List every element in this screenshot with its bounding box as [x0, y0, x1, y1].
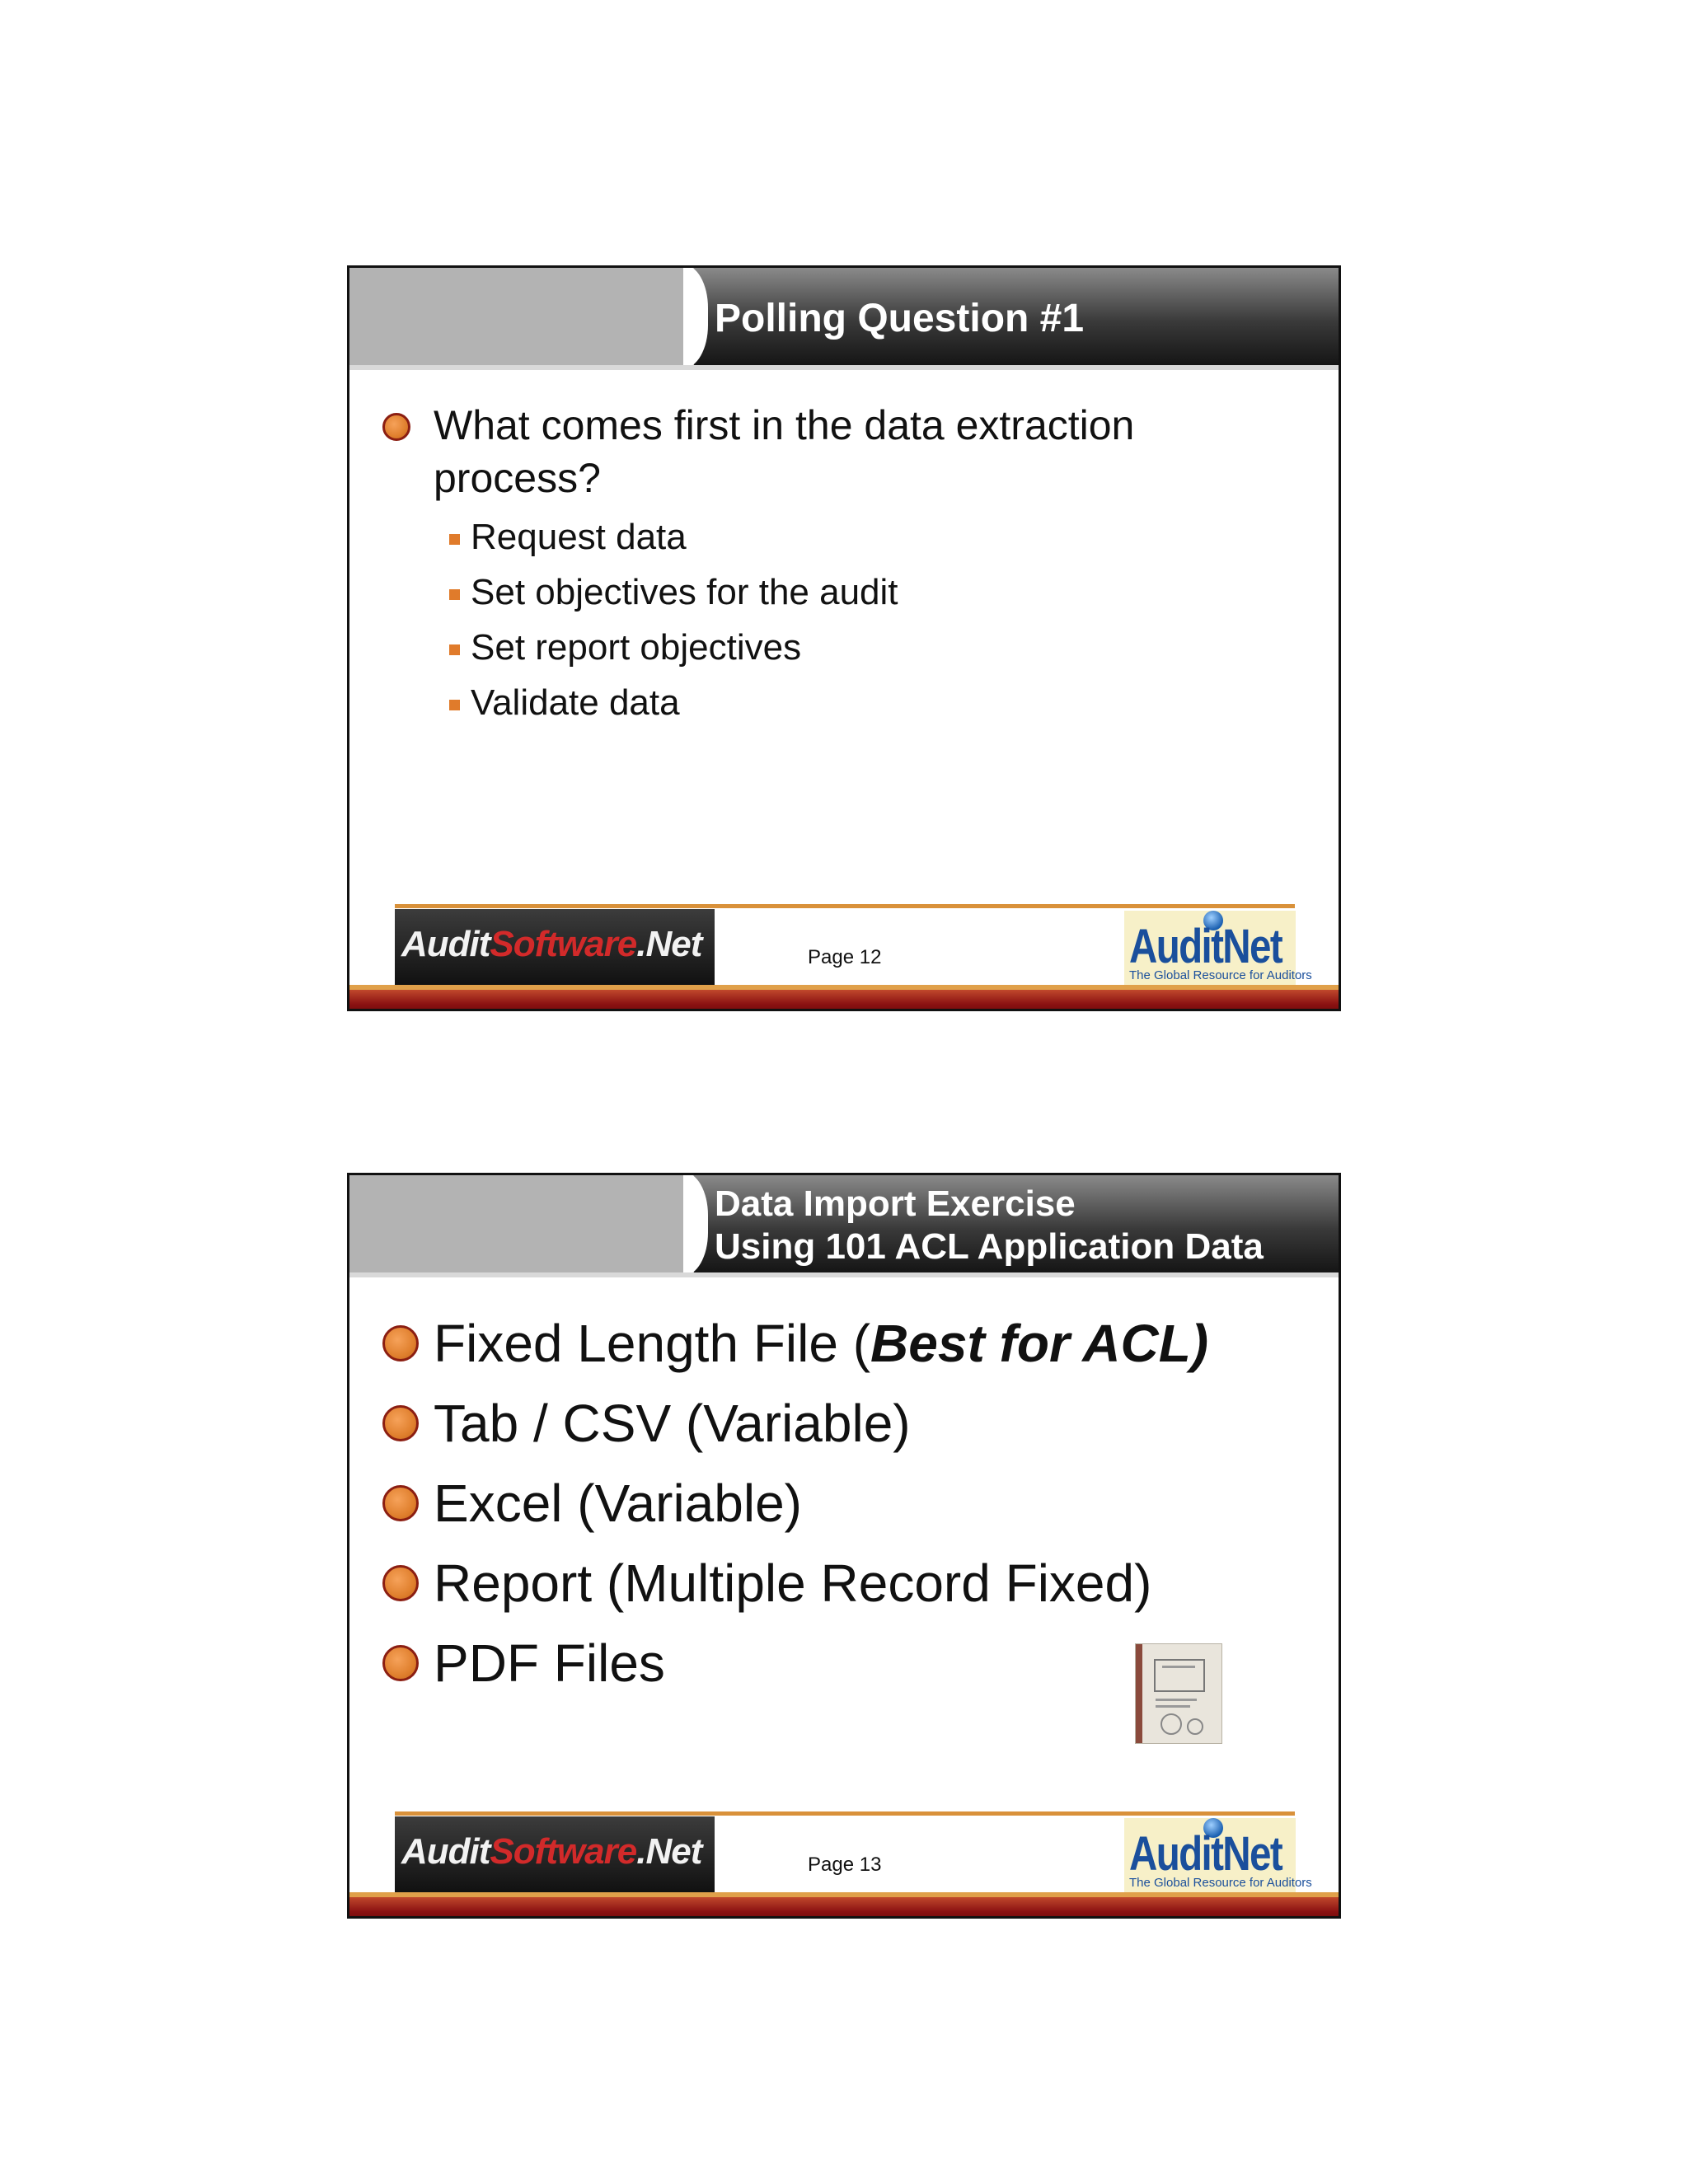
slide-title: Polling Question #1: [715, 297, 1085, 340]
bullet-icon: [382, 1485, 419, 1521]
option-request-data: Request data: [471, 517, 687, 557]
book-cover-image: [1135, 1643, 1222, 1744]
square-bullet-icon: [449, 589, 460, 600]
footer-rule: [395, 1811, 1295, 1816]
slide-title-line-1: Data Import Exercise: [715, 1183, 1076, 1224]
bullet-icon: [382, 413, 410, 441]
footer-bar: [349, 1897, 1341, 1919]
slide-page-13: [347, 1173, 1341, 1919]
format-excel: Excel (Variable): [434, 1474, 802, 1533]
auditnet-logo: AuditNet The Global Resource for Auditors: [1124, 1818, 1296, 1892]
auditsoftware-logo: AuditSoftware.Net: [395, 1816, 715, 1892]
slide-title-line-2: Using 101 ACL Application Data: [715, 1226, 1264, 1267]
question-line-1: What comes first in the data extraction: [434, 402, 1135, 448]
option-validate-data: Validate data: [471, 682, 680, 723]
square-bullet-icon: [449, 700, 460, 710]
format-report: Report (Multiple Record Fixed): [434, 1554, 1152, 1613]
footer-rule: [395, 904, 1295, 908]
option-report-objectives: Set report objectives: [471, 627, 802, 668]
bullet-icon: [382, 1645, 419, 1681]
header-underline: [349, 1272, 1341, 1277]
slide-page-12: [347, 265, 1341, 1011]
option-set-objectives: Set objectives for the audit: [471, 572, 898, 612]
page-number: Page 12: [808, 946, 882, 968]
format-pdf: PDF Files: [434, 1633, 665, 1693]
bullet-icon: [382, 1405, 419, 1441]
bullet-icon: [382, 1565, 419, 1601]
format-tab-csv: Tab / CSV (Variable): [434, 1394, 911, 1453]
auditnet-logo: AuditNet The Global Resource for Auditors: [1124, 911, 1296, 985]
question-line-2: process?: [434, 455, 601, 501]
bullet-icon: [382, 1325, 419, 1361]
page-number: Page 13: [808, 1854, 882, 1876]
header-underline: [349, 365, 1341, 370]
format-fixed-length: Fixed Length File (Best for ACL): [434, 1314, 1209, 1373]
auditsoftware-logo: AuditSoftware.Net: [395, 909, 715, 985]
square-bullet-icon: [449, 534, 460, 545]
footer-bar: [349, 990, 1341, 1011]
square-bullet-icon: [449, 644, 460, 655]
